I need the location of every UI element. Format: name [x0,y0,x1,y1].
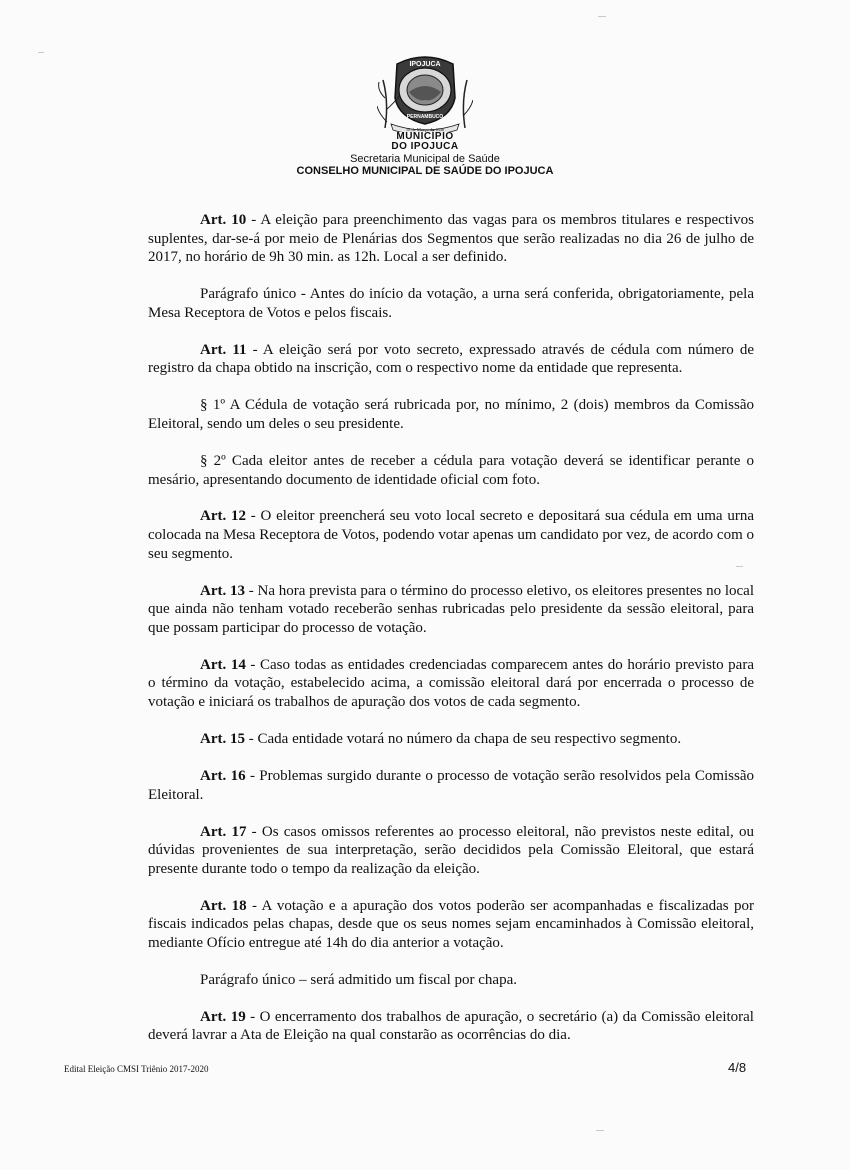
article-12 [148,507,754,563]
conselho-title: CONSELHO MUNICIPAL DE SAÚDE DO IPOJUCA [296,165,554,177]
article-18 [148,897,754,953]
paragrafo-unico-2 [148,971,754,990]
paragraph-text: § 2º Cada eleitor antes de receber a cédula para votação deverá se identificar perante o mesário, apresentando documento de identidade oficial com foto. [148,452,754,488]
paragrafo-unico-1 [148,285,754,322]
do-ipojuca-label: DO IPOJUCA [391,141,459,152]
article-label: Art. 18 [200,897,247,914]
article-label: Art. 16 [200,767,246,784]
article-label: Art. 11 [200,341,247,358]
article-13 [148,582,754,638]
section-1 [148,396,754,433]
scan-speck [736,566,743,567]
article-label: Art. 13 [200,582,245,599]
article-19 [148,1008,754,1045]
article-15 [148,730,754,749]
article-11 [148,341,754,378]
paragraph-text: § 1º A Cédula de votação será rubricada por, no mínimo, 2 (dois) membros da Comissão Eleitoral, sendo um deles o seu presidente. [148,397,754,432]
article-16 [148,767,754,804]
article-text: - Cada entidade votará no número da chapa de seu respectivo segmento. [245,731,682,747]
secretaria-label: Secretaria Municipal de Saúde [350,153,500,165]
article-text: - Caso todas as entidades credenciadas comparecem antes do horário previsto para o término da votação, estabelecido acima, a comissão eleitoral dará por encerrada o processo de votação e iniciará os trabalhos de apuração dos votos de cada segmento. [148,656,754,711]
article-text: - Os casos omissos referentes ao processo eleitoral, não previstos neste edital, ou dúvidas provenientes de sua interpretação, serão decididos pela Comissão Eleitoral, que estará presente durante todo o tempo da realização da eleição. [148,823,754,877]
scan-speck [38,52,44,53]
municipio-label: MUNICÍPIO [396,131,454,142]
seal-top-text: IPOJUCA [409,61,441,68]
paragraph-text: Parágrafo único – será admitido um fiscal por chapa. [200,971,517,988]
article-label: Art. 19 [200,1008,246,1025]
article-text: - O eleitor preencherá seu voto local secreto e depositará sua cédula em uma urna colocada na Mesa Receptora de Votos, podendo votar apenas um candidato por vez, de acordo com o seu segmento. [148,508,754,562]
article-label: Art. 14 [200,656,246,673]
seal-date-text: 18 de Março de 1846 [405,127,445,132]
article-label: Art. 15 [200,731,245,747]
article-text: - A eleição será por voto secreto, expressado através de cédula com número de registro da chapa obtido na inscrição, com o respectivo nome da entidade que representa. [148,341,754,377]
article-text: - O encerramento dos trabalhos de apuração, o secretário (a) da Comissão eleitoral deverá lavrar a Ata de Eleição na qual constarão as ocorrências do dia. [148,1008,754,1044]
page-number: 4/8 [728,1060,747,1075]
article-text: - Na hora prevista para o término do processo eletivo, os eleitores presentes no local que ainda não tenham votado receberão senhas rubricadas pelo presidente da sessão eleitoral, para que possam participar do processo de votação. [148,582,754,636]
paragraph-text: Parágrafo único - Antes do início da votação, a urna será conferida, obrigatoriamente, pela Mesa Receptora de Votos e pelos fiscais. [148,286,754,321]
section-2 [148,452,754,489]
seal-bottom-text: PERNAMBUCO [406,114,444,120]
article-label: Art. 12 [200,508,247,525]
letterhead [0,52,850,178]
article-label: Art. 17 [200,823,247,840]
article-17 [148,823,754,879]
scan-speck [596,1130,604,1131]
footer-edital-label: Edital Eleição CMSI Triênio 2017-2020 [64,1064,209,1074]
article-14 [148,656,754,712]
article-text: - A votação e a apuração dos votos poderão ser acompanhadas e fiscalizadas por fiscais indicados pelas chapas, desde que os seus nomes sejam encaminhados à Comissão eleitoral, mediante Ofício entregue até 14h do dia anterior a votação. [148,897,754,951]
document-body [148,211,754,1063]
article-label: Art. 10 [200,212,247,228]
article-text: - Problemas surgido durante o processo de votação serão resolvidos pela Comissão Eleitoral. [148,767,754,803]
scan-speck [598,16,606,17]
article-text: - A eleição para preenchimento das vagas para os membros titulares e respectivos suplentes, dar-se-á por meio de Plenárias dos Segmentos que serão realizadas no dia 26 de julho de 2017, no horário de 9h 30 min. as 12h. Local a ser definido. [148,212,754,266]
article-10 [148,211,754,267]
municipal-seal-logo [377,52,473,132]
